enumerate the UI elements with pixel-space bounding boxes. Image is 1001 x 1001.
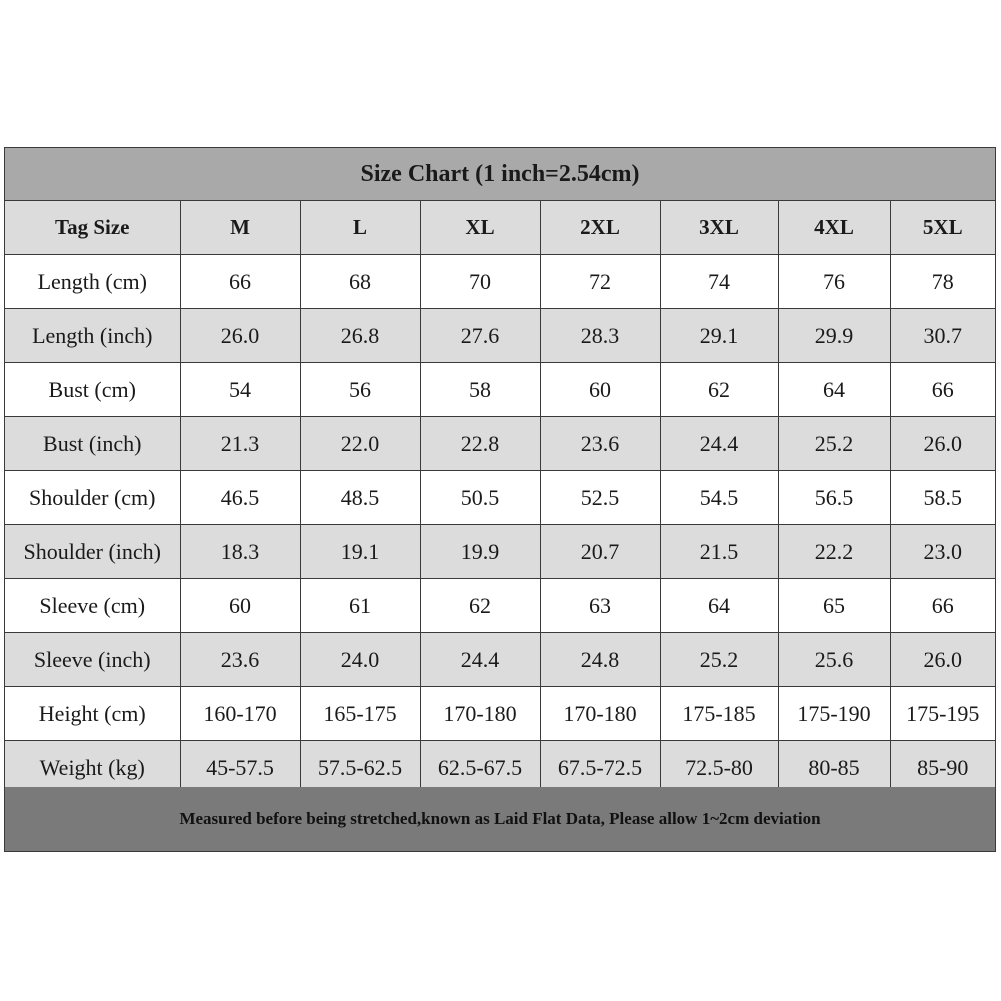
table-cell: 62.5-67.5 [420,741,540,795]
table-cell: 52.5 [540,471,660,525]
table-cell: 20.7 [540,525,660,579]
table-cell: 25.6 [778,633,890,687]
row-label: Sleeve (inch) [5,633,180,687]
table-cell: 85-90 [890,741,995,795]
table-cell: 61 [300,579,420,633]
table-cell: 28.3 [540,309,660,363]
table-cell: 72 [540,255,660,309]
table-cell: 64 [778,363,890,417]
table-cell: 56 [300,363,420,417]
table-cell: 68 [300,255,420,309]
table-cell: 18.3 [180,525,300,579]
size-header: L [300,201,420,255]
row-label: Bust (inch) [5,417,180,471]
table-row [5,417,995,471]
footer-note: Measured before being stretched,known as Laid Flat Data, Please allow 1~2cm deviation [5,787,995,851]
table-cell: 23.6 [540,417,660,471]
table-cell: 170-180 [540,687,660,741]
table-cell: 66 [890,363,995,417]
table-cell: 23.6 [180,633,300,687]
table-cell: 25.2 [778,417,890,471]
table-cell: 58.5 [890,471,995,525]
table-cell: 56.5 [778,471,890,525]
table-row [5,633,995,687]
table-cell: 25.2 [660,633,778,687]
size-header: 3XL [660,201,778,255]
table-cell: 175-190 [778,687,890,741]
tag-size-header: Tag Size [5,201,180,255]
table-cell: 165-175 [300,687,420,741]
table-cell: 64 [660,579,778,633]
table-cell: 22.8 [420,417,540,471]
table-cell: 76 [778,255,890,309]
size-table [5,201,995,795]
table-cell: 23.0 [890,525,995,579]
table-cell: 54.5 [660,471,778,525]
row-label: Shoulder (inch) [5,525,180,579]
table-cell: 78 [890,255,995,309]
row-label: Shoulder (cm) [5,471,180,525]
table-cell: 45-57.5 [180,741,300,795]
size-header: XL [420,201,540,255]
table-cell: 66 [890,579,995,633]
row-label: Height (cm) [5,687,180,741]
size-header: M [180,201,300,255]
table-cell: 29.9 [778,309,890,363]
table-cell: 58 [420,363,540,417]
table-cell: 24.4 [660,417,778,471]
table-row [5,579,995,633]
table-cell: 24.8 [540,633,660,687]
table-row [5,309,995,363]
table-cell: 175-185 [660,687,778,741]
row-label: Sleeve (cm) [5,579,180,633]
table-cell: 62 [660,363,778,417]
table-cell: 66 [180,255,300,309]
table-cell: 21.5 [660,525,778,579]
table-cell: 46.5 [180,471,300,525]
table-row [5,471,995,525]
header-row [5,201,995,255]
table-row [5,363,995,417]
table-cell: 22.2 [778,525,890,579]
table-cell: 48.5 [300,471,420,525]
size-chart [4,147,996,852]
table-cell: 19.1 [300,525,420,579]
table-cell: 54 [180,363,300,417]
table-cell: 170-180 [420,687,540,741]
table-cell: 26.0 [180,309,300,363]
table-cell: 19.9 [420,525,540,579]
table-cell: 65 [778,579,890,633]
table-cell: 60 [540,363,660,417]
table-cell: 80-85 [778,741,890,795]
table-cell: 175-195 [890,687,995,741]
table-cell: 160-170 [180,687,300,741]
table-cell: 60 [180,579,300,633]
table-cell: 74 [660,255,778,309]
table-cell: 50.5 [420,471,540,525]
table-cell: 21.3 [180,417,300,471]
table-cell: 67.5-72.5 [540,741,660,795]
table-cell: 22.0 [300,417,420,471]
size-header: 2XL [540,201,660,255]
table-cell: 72.5-80 [660,741,778,795]
table-cell: 26.0 [890,633,995,687]
table-cell: 26.8 [300,309,420,363]
row-label: Length (cm) [5,255,180,309]
table-cell: 24.4 [420,633,540,687]
chart-title: Size Chart (1 inch=2.54cm) [5,148,995,201]
table-cell: 26.0 [890,417,995,471]
table-row [5,255,995,309]
size-header: 5XL [890,201,995,255]
row-label: Weight (kg) [5,741,180,795]
table-cell: 63 [540,579,660,633]
table-cell: 30.7 [890,309,995,363]
row-label: Length (inch) [5,309,180,363]
size-header: 4XL [778,201,890,255]
table-row [5,525,995,579]
table-cell: 29.1 [660,309,778,363]
table-row [5,687,995,741]
row-label: Bust (cm) [5,363,180,417]
table-cell: 27.6 [420,309,540,363]
table-cell: 70 [420,255,540,309]
table-cell: 57.5-62.5 [300,741,420,795]
table-cell: 24.0 [300,633,420,687]
table-cell: 62 [420,579,540,633]
